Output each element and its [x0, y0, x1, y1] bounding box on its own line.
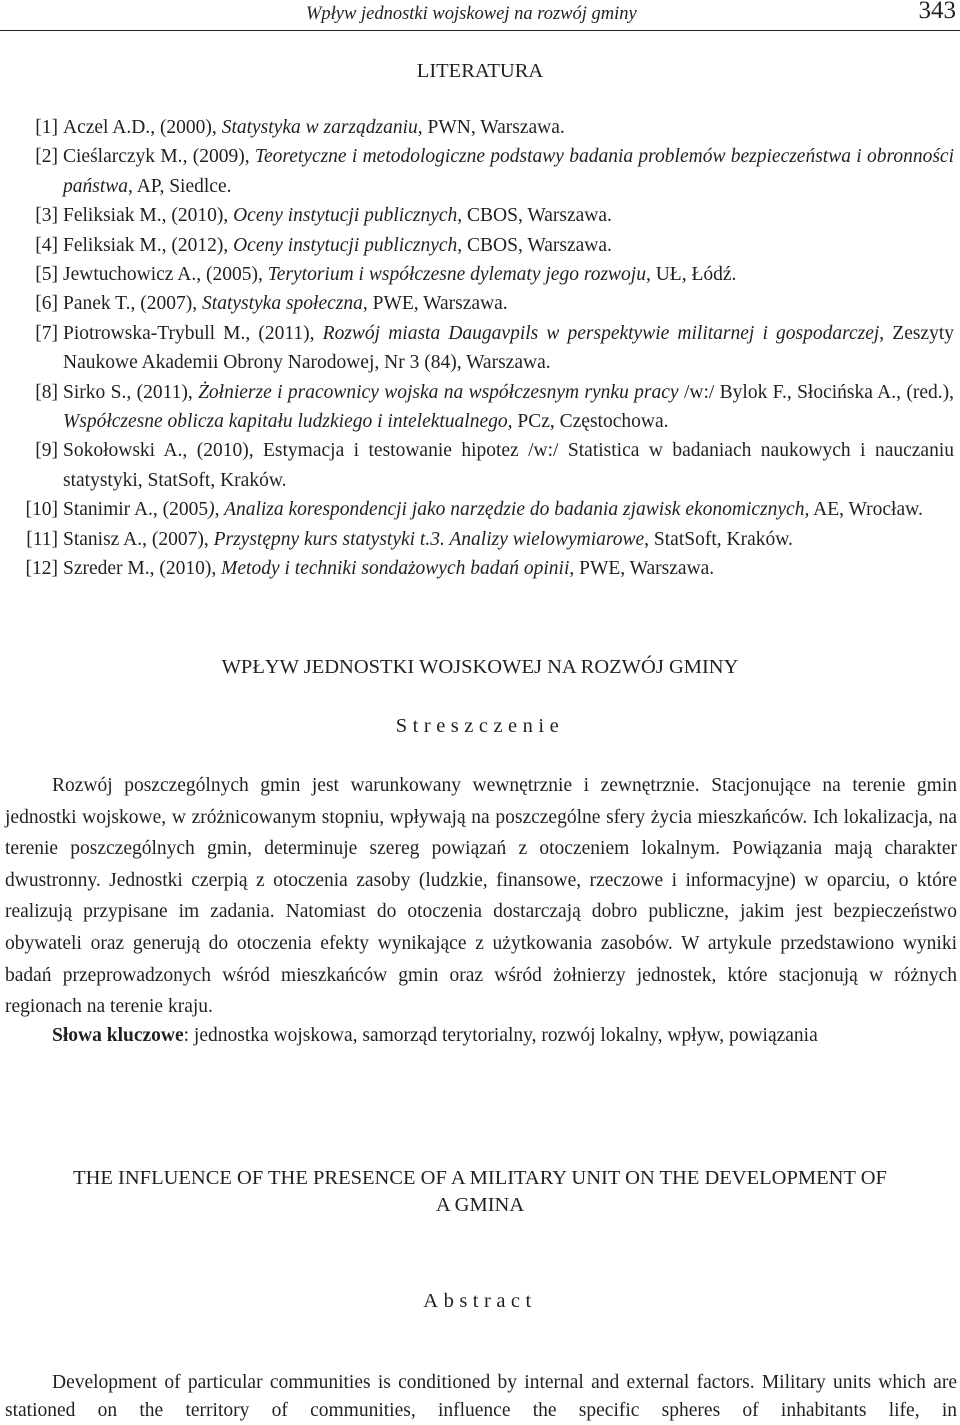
- reference-item: [0, 142, 960, 201]
- reference-text: Stanimir A., (2005), Analiza korespondencji jako narzędzie do badania zjawisk ekonomicznych, AE, Wrocław.: [63, 499, 923, 521]
- reference-number: [10]: [25, 499, 58, 521]
- keywords-label: Słowa kluczowe: [52, 1025, 184, 1046]
- literature-heading: LITERATURA: [416, 60, 544, 82]
- reference-text: Feliksiak M., (2010), Oceny instytucji publicznych, CBOS, Warszawa.: [63, 205, 612, 227]
- reference-number: [3]: [35, 205, 58, 227]
- reference-item: [0, 201, 960, 230]
- reference-number: [2]: [35, 146, 58, 168]
- reference-item: [0, 289, 960, 318]
- polish-summary-title: WPŁYW JEDNOSTKI WOJSKOWEJ NA ROZWÓJ GMINY: [221, 656, 739, 678]
- reference-number: [8]: [35, 381, 58, 403]
- summary-label: Streszczenie: [395, 715, 565, 737]
- reference-text: Szreder M., (2010), Metody i techniki sondażowych badań opinii, PWE, Warszawa.: [63, 558, 715, 580]
- reference-number: [4]: [35, 234, 58, 256]
- reference-number: [9]: [35, 440, 58, 462]
- reference-item: [0, 113, 960, 142]
- reference-text: Jewtuchowicz A., (2005), Terytorium i współczesne dylematy jego rozwoju, UŁ, Łódź.: [63, 264, 737, 286]
- reference-item: [0, 554, 960, 583]
- reference-item: [0, 436, 960, 495]
- reference-item: [0, 378, 960, 437]
- reference-text: Aczel A.D., (2000), Statystyka w zarządzaniu, PWN, Warszawa.: [63, 117, 565, 138]
- english-title-line1: THE INFLUENCE OF THE PRESENCE OF A MILITARY UNIT ON THE DEVELOPMENT OF: [73, 1167, 887, 1189]
- reference-item: [0, 495, 960, 524]
- running-head-title: Wpływ jednostki wojskowej na rozwój gminy: [306, 4, 637, 24]
- reference-item: [0, 260, 960, 289]
- reference-list: [0, 113, 960, 584]
- keywords: [52, 1025, 818, 1047]
- page-number: 343: [918, 0, 956, 24]
- reference-text: Sokołowski A., (2010), Estymacja i testowanie hipotez /w:/ Statistica w badaniach naukowych i nauczaniu statystyki, StatSoft, Kraków.: [63, 440, 954, 491]
- reference-text: Feliksiak M., (2012), Oceny instytucji publicznych, CBOS, Warszawa.: [63, 234, 612, 256]
- abstract-text: Development of particular communities is conditioned by internal and external factors. Military units which are stationed on the territory of communities, influence the specific spheres of inhabitants life, in: [5, 1372, 957, 1421]
- reference-text: Panek T., (2007), Statystyka społeczna, PWE, Warszawa.: [63, 293, 508, 315]
- running-head: [0, 0, 960, 31]
- english-title-line2: A GMINA: [435, 1194, 525, 1216]
- reference-text: Stanisz A., (2007), Przystępny kurs statystyki t.3. Analizy wielowymiarowe, StatSoft, Kraków.: [63, 528, 793, 550]
- reference-text: Piotrowska-Trybull M., (2011), Rozwój miasta Daugavpils w perspektywie militarnej i gospodarczej, Zeszyty Naukowe Akademii Obrony Narodowej, Nr 3 (84), Warszawa.: [63, 322, 955, 374]
- reference-number: [11]: [26, 528, 58, 550]
- reference-item: [0, 231, 960, 260]
- reference-item: [0, 525, 960, 554]
- reference-text: Sirko S., (2011), Żołnierze i pracownicy wojska na współczesnym rynku pracy /w:/ Bylok F., Słocińska A., (red.), Współczesne oblicza kapitału ludzkiego i intelektualnego, PCz, Częstochowa.: [63, 381, 955, 433]
- abstract-label: Abstract: [423, 1290, 537, 1312]
- reference-number: [1]: [35, 117, 58, 138]
- keywords-list: : jednostka wojskowa, samorząd terytorialny, rozwój lokalny, wpływ, powiązania: [183, 1025, 818, 1046]
- summary-text: Rozwój poszczególnych gmin jest warunkowany wewnętrznie i zewnętrznie. Stacjonujące na terenie gmin jednostki wojskowe, w zróżnicowanym stopniu, wpływają na poszczególne sfery życia mieszkańców. Ich lokalizacja, na terenie poszczególnych gmin, determinuje szereg powiązań z otoczeniem lokalnym. Powiązania mają charakter dwustronny. Jednostki czerpią z otoczenia zasoby (ludzkie, finansowe, rzeczowe i informacyjne) w oparciu, o które realizują przypisane im zadania. Natomiast do otoczenia dostarczają dobro publiczne, jakim jest bezpieczeństwo obywateli oraz generują do otoczenia efekty wynikające z użytkowania zasobów. W artykule przedstawiono wyniki badań przeprowadzonych wśród mieszkańców gmin oraz wśród żołnierzy jednostek, które stacjonują w różnych regionach na terenie kraju.: [5, 775, 957, 1018]
- reference-number: [5]: [35, 264, 58, 286]
- reference-text: Cieślarczyk M., (2009), Teoretyczne i metodologiczne podstawy badania problemów bezpieczeństwa i obronności państwa, AP, Siedlce.: [63, 146, 955, 197]
- reference-number: [12]: [25, 558, 58, 580]
- reference-number: [7]: [35, 322, 58, 344]
- reference-number: [6]: [35, 293, 58, 315]
- reference-item: [0, 319, 960, 378]
